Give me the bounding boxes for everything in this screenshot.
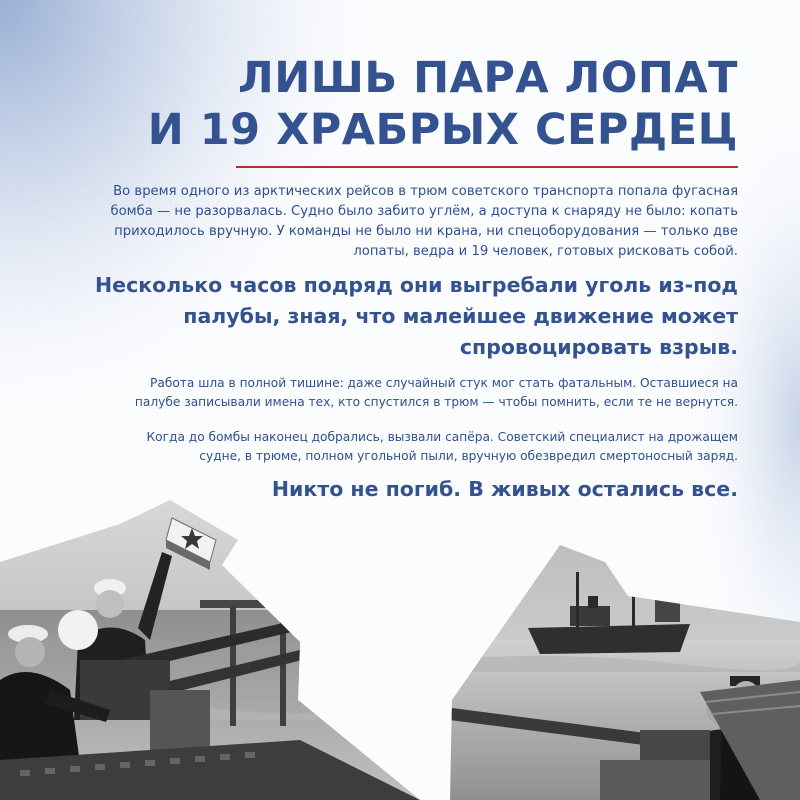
intro-line: Во время одного из арктических рейсов в трюм советского транспорта попала фугасная	[113, 184, 738, 199]
silence-line: Работа шла в полной тишине: даже случайный стук мог стать фатальным. Оставшиеся на	[150, 376, 738, 390]
headline-line-2: И 19 ХРАБРЫХ СЕРДЕЦ	[147, 105, 738, 155]
transport-ship-photo	[440, 540, 800, 800]
submarine-crew-photo	[0, 490, 430, 800]
lead-line: палубы, зная, что малейшее движение может	[183, 304, 738, 328]
silence-line: палубе записывали имена тех, кто спустился в трюм — чтобы помнить, если те не вернутся.	[134, 395, 738, 409]
closing-statement: Никто не погиб. В живых остались все.	[271, 477, 738, 501]
intro-line: лопаты, ведра и 19 человек, готовых рисковать собой.	[353, 244, 738, 259]
lead-line: Несколько часов подряд они выгребали уголь из-под	[95, 273, 738, 297]
sapper-line: Когда до бомбы наконец добрались, вызвали сапёра. Советский специалист на дрожащем	[146, 430, 738, 444]
intro-line: приходилось вручную. У команды не было ни крана, ни спецоборудования — только две	[114, 224, 738, 239]
headline-line-1: ЛИШЬ ПАРА ЛОПАТ	[238, 53, 738, 103]
lead-line: спровоцировать взрыв.	[459, 335, 738, 359]
sapper-line: судне, в трюме, полном угольной пыли, вручную обезвредил смертоносный заряд.	[199, 449, 738, 463]
intro-line: бомба — не разорвалась. Судно было забито углём, а доступа к снаряду не было: копать	[110, 204, 738, 219]
